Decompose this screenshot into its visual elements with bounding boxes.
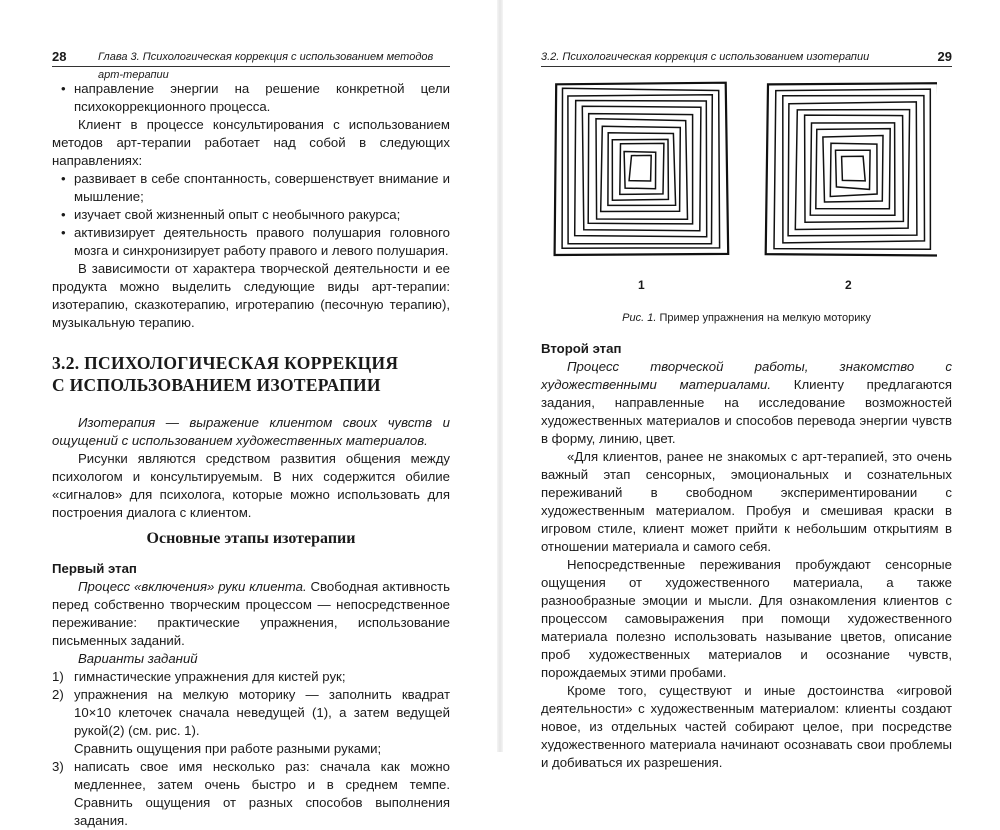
section-title bbox=[52, 352, 450, 396]
spiral-ring bbox=[555, 83, 729, 255]
left-body-text bbox=[52, 80, 450, 830]
paragraph: Рисунки являются средством развития общения между психологом и консультируемым. В них содержится обилие «сигналов» для психолога, которые можно использовать для построения диалога с клиентом. bbox=[52, 451, 450, 520]
spiral-ring bbox=[795, 110, 909, 230]
stage2-text: Клиенту предлагаются задания, направленные на исследование возможностей художественных материалов и способов перевода энергии чувств в форму, линию, цвет. bbox=[541, 377, 953, 446]
task-item bbox=[52, 668, 450, 686]
bullet-item: • развивает в себе спонтанность, совершенствует внимание и мышление; bbox=[52, 170, 450, 206]
figure-label-1: 1 bbox=[638, 278, 645, 292]
right-page bbox=[503, 0, 1000, 770]
spiral-ring bbox=[823, 136, 883, 203]
stage1-paragraph bbox=[52, 578, 450, 650]
spiral-drawing-1 bbox=[551, 80, 731, 258]
section-title-line1: 3.2. ПСИХОЛОГИЧЕСКАЯ КОРРЕКЦИЯ bbox=[52, 353, 399, 373]
spiral-ring bbox=[629, 155, 651, 181]
task-item bbox=[52, 686, 450, 740]
section-title-line2: С ИСПОЛЬЗОВАНИЕМ ИЗОТЕРАПИИ bbox=[52, 375, 381, 395]
figure-1 bbox=[541, 74, 952, 334]
right-page-number: 29 bbox=[937, 49, 952, 64]
paragraph: «Для клиентов, ранее не знакомых с арт-терапией, это очень важный этап сенсорных, эмоциональных и сознательных переживаний в свободном экспериментировании с художественным материалом. Пробуя и смешивая краски в игровом стиле, клиент может прийти к небольшим открытиям в отношении материала и самого себя. bbox=[541, 449, 952, 554]
task-number: 2) bbox=[52, 687, 64, 702]
subsection-title: Основные этапы изотерапии bbox=[146, 530, 356, 547]
spiral-ring bbox=[568, 95, 712, 244]
spiral-ring bbox=[842, 156, 866, 181]
stage2-italic: Процесс творческой работы, знакомство с художественными материалами. bbox=[541, 359, 952, 392]
variants-label: Варианты заданий bbox=[78, 651, 198, 666]
bullet-item: • активизирует деятельность правого полушария головного мозга и синхронизирует работу правого и левого полушария. bbox=[52, 224, 450, 260]
spiral-ring bbox=[816, 129, 890, 209]
spiral-drawing-2 bbox=[757, 80, 937, 258]
right-running-head bbox=[541, 48, 952, 67]
left-running-head bbox=[52, 48, 450, 81]
paragraph: Клиент в процессе консультирования с использованием методов арт-терапии работает над собой в следующих направлениях: bbox=[52, 117, 450, 168]
stage1-title: Первый этап bbox=[52, 561, 137, 576]
paragraph: В зависимости от характера творческой деятельности и ее продукта можно выделить следующие виды арт-терапии: изотерапию, сказкотерапию, игротерапию (песочную терапию), музыкальную терапию. bbox=[52, 261, 450, 330]
figure-caption bbox=[541, 312, 952, 324]
bullet-item: • изучает свой жизненный опыт с необычного ракурса; bbox=[52, 206, 450, 224]
task-text: написать свое имя несколько раз: сначала как можно медленнее, затем очень быстро и в среднем темпе. Сравнить ощущения от разных способов выполнения задания. bbox=[74, 759, 450, 828]
definition-paragraph: Изотерапия — выражение клиентом своих чувств и ощущений с использованием художественных материалов. bbox=[52, 415, 450, 448]
right-running-title: 3.2. Психологическая коррекция с использованием изотерапии bbox=[541, 51, 870, 63]
spiral-ring bbox=[805, 115, 904, 222]
caption-prefix: Рис. 1. bbox=[622, 312, 657, 324]
caption-text: Пример упражнения на мелкую моторику bbox=[656, 312, 871, 324]
figure-label-2: 2 bbox=[845, 278, 852, 292]
task-text: упражнения на мелкую моторику — заполнить квадрат 10×10 клеточек сначала неведущей (1), а затем ведущей рукой(2) (см. рис. 1). bbox=[74, 687, 450, 738]
left-page-number: 28 bbox=[52, 49, 67, 64]
spiral-ring bbox=[588, 114, 692, 224]
task-item bbox=[52, 758, 450, 830]
bullet-item: • направление энергии на решение конкретной цели психокоррекционного процесса. bbox=[52, 80, 450, 116]
paragraph: Кроме того, существуют и иные достоинства «игровой деятельности» с художественным материалом: клиенты создают новое, из отдельных частей собирают целое, при посредстве художественного материала начинают осознавать свои проблемы и добиваться их разрешения. bbox=[541, 683, 952, 770]
stage1-text: Свободная активность перед собственно творческим процессом — непосредственное переживание: практические упражнения, использование письменных заданий. bbox=[52, 579, 450, 648]
left-page bbox=[0, 0, 497, 828]
left-running-title: Глава 3. Психологическая коррекция с использованием методов арт-терапии bbox=[98, 51, 434, 81]
stage1-italic: Процесс «включения» руки клиента. bbox=[78, 579, 307, 594]
task-text: гимнастические упражнения для кистей рук; bbox=[74, 669, 346, 684]
stage2-paragraph bbox=[541, 358, 952, 448]
task-continuation: Сравнить ощущения при работе разными руками; bbox=[74, 741, 382, 756]
task-number: 1) bbox=[52, 669, 64, 684]
stage2-title: Второй этап bbox=[541, 341, 622, 356]
right-body-text bbox=[541, 340, 952, 772]
paragraph: Непосредственные переживания пробуждают сенсорные ощущения от художественного материала, а также разнообразные эмоции и мысли. Для ознакомления клиентов с процессом самовыражения при помощи художественного материала полезно использовать называние цветов, описание проб художественных материалов и осознание чувств, порождаемых этими пробами. bbox=[541, 557, 952, 680]
task-number: 3) bbox=[52, 759, 64, 774]
